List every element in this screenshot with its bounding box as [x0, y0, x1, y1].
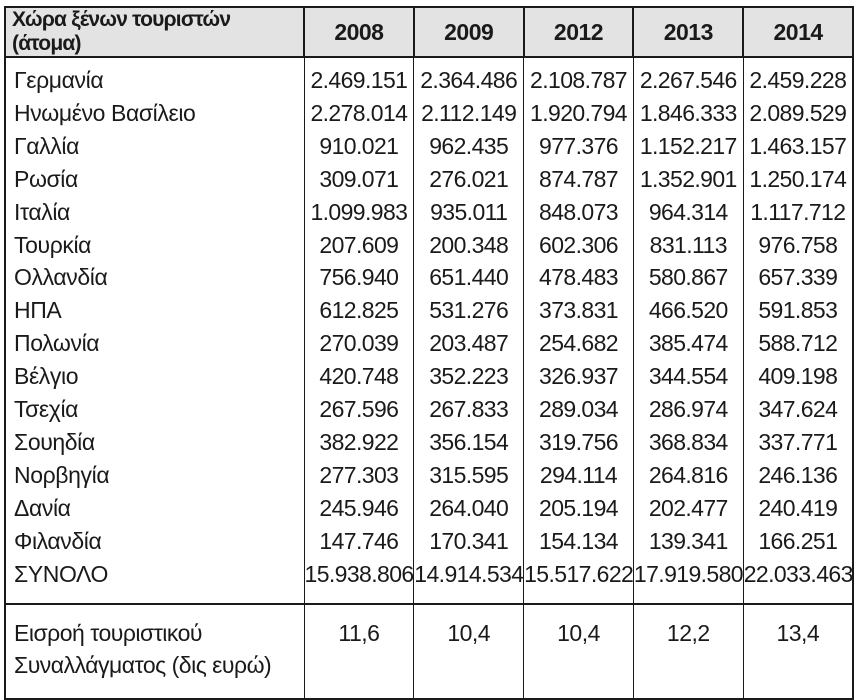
value-cell: 344.554: [633, 360, 743, 393]
country-cell: Σουηδία: [5, 426, 304, 459]
value-cell: 347.624: [743, 393, 853, 426]
country-cell: Νορβηγία: [5, 459, 304, 492]
value-cell: 591.853: [743, 294, 853, 327]
value-cell: 200.348: [414, 229, 524, 262]
value-cell: 352.223: [414, 360, 524, 393]
value-cell: 1.352.901: [633, 163, 743, 196]
value-cell: 15.938.806: [304, 558, 414, 604]
value-cell: 205.194: [524, 492, 634, 525]
value-cell: 319.756: [524, 426, 634, 459]
year-header-2014: 2014: [743, 7, 853, 57]
country-cell: ΗΠΑ: [5, 294, 304, 327]
value-cell: 264.040: [414, 492, 524, 525]
value-cell: 267.596: [304, 393, 414, 426]
value-cell: 22.033.463: [743, 558, 853, 604]
value-cell: 588.712: [743, 327, 853, 360]
value-cell: 962.435: [414, 130, 524, 163]
country-cell: Ηνωμένο Βασίλειο: [5, 97, 304, 130]
value-cell: 277.303: [304, 459, 414, 492]
value-cell: 2.459.228: [743, 57, 853, 97]
value-cell: 294.114: [524, 459, 634, 492]
income-value-2014: 13,4: [743, 604, 853, 699]
country-cell: Γαλλία: [5, 130, 304, 163]
income-row: [5, 604, 853, 699]
value-cell: 409.198: [743, 360, 853, 393]
value-cell: 651.440: [414, 261, 524, 294]
value-cell: 657.339: [743, 261, 853, 294]
country-cell: Δανία: [5, 492, 304, 525]
value-cell: 935.011: [414, 196, 524, 229]
table-row: [5, 97, 853, 130]
table-row: [5, 294, 853, 327]
table-row: [5, 360, 853, 393]
value-cell: 246.136: [743, 459, 853, 492]
value-cell: 286.974: [633, 393, 743, 426]
value-cell: 170.341: [414, 525, 524, 558]
value-cell: 580.867: [633, 261, 743, 294]
value-cell: 478.483: [524, 261, 634, 294]
value-cell: 202.477: [633, 492, 743, 525]
year-header-2008: 2008: [304, 7, 414, 57]
value-cell: 373.831: [524, 294, 634, 327]
value-cell: 139.341: [633, 525, 743, 558]
value-cell: 203.487: [414, 327, 524, 360]
value-cell: 337.771: [743, 426, 853, 459]
income-value-2009: 10,4: [414, 604, 524, 699]
income-value-2012: 10,4: [524, 604, 634, 699]
value-cell: 289.034: [524, 393, 634, 426]
value-cell: 254.682: [524, 327, 634, 360]
table-row: [5, 229, 853, 262]
value-cell: 602.306: [524, 229, 634, 262]
value-cell: 910.021: [304, 130, 414, 163]
value-cell: 964.314: [633, 196, 743, 229]
header-row: [5, 7, 853, 57]
country-cell: Τσεχία: [5, 393, 304, 426]
value-cell: 531.276: [414, 294, 524, 327]
table-body: [5, 57, 853, 604]
table-row: [5, 130, 853, 163]
value-cell: 2.364.486: [414, 57, 524, 97]
value-cell: 2.112.149: [414, 97, 524, 130]
country-cell: Γερμανία: [5, 57, 304, 97]
value-cell: 166.251: [743, 525, 853, 558]
income-value-2008: 11,6: [304, 604, 414, 699]
year-header-2013: 2013: [633, 7, 743, 57]
income-label: [5, 604, 304, 699]
year-header-2012: 2012: [524, 7, 634, 57]
country-cell: Βέλγιο: [5, 360, 304, 393]
value-cell: 240.419: [743, 492, 853, 525]
value-cell: 466.520: [633, 294, 743, 327]
table-row: [5, 558, 853, 604]
table-row: [5, 426, 853, 459]
table-row: [5, 525, 853, 558]
value-cell: 270.039: [304, 327, 414, 360]
value-cell: 356.154: [414, 426, 524, 459]
country-cell: Φιλανδία: [5, 525, 304, 558]
value-cell: 1.152.217: [633, 130, 743, 163]
value-cell: 1.099.983: [304, 196, 414, 229]
value-cell: 831.113: [633, 229, 743, 262]
value-cell: 756.940: [304, 261, 414, 294]
value-cell: 848.073: [524, 196, 634, 229]
value-cell: 315.595: [414, 459, 524, 492]
tourism-table: [4, 6, 854, 700]
country-cell: Ολλανδία: [5, 261, 304, 294]
value-cell: 2.089.529: [743, 97, 853, 130]
value-cell: 207.609: [304, 229, 414, 262]
table-row: [5, 327, 853, 360]
country-cell: Πολωνία: [5, 327, 304, 360]
value-cell: 2.108.787: [524, 57, 634, 97]
table-row: [5, 57, 853, 97]
value-cell: 977.376: [524, 130, 634, 163]
value-cell: 976.758: [743, 229, 853, 262]
income-value-2013: 12,2: [633, 604, 743, 699]
table-row: [5, 492, 853, 525]
value-cell: 14.914.534: [414, 558, 524, 604]
value-cell: 612.825: [304, 294, 414, 327]
year-header-2009: 2009: [414, 7, 524, 57]
value-cell: 368.834: [633, 426, 743, 459]
value-cell: 326.937: [524, 360, 634, 393]
value-cell: 154.134: [524, 525, 634, 558]
table-row: [5, 261, 853, 294]
value-cell: 385.474: [633, 327, 743, 360]
table-row: [5, 196, 853, 229]
income-label-line1: Εισροή τουριστικού: [14, 619, 203, 646]
country-cell: ΣΥΝΟΛΟ: [5, 558, 304, 604]
table-row: [5, 163, 853, 196]
value-cell: 17.919.580: [633, 558, 743, 604]
value-cell: 1.463.157: [743, 130, 853, 163]
income-label-line2: Συναλλάγματος (δις ευρώ): [14, 651, 272, 678]
value-cell: 147.746: [304, 525, 414, 558]
value-cell: 2.469.151: [304, 57, 414, 97]
value-cell: 264.816: [633, 459, 743, 492]
value-cell: 309.071: [304, 163, 414, 196]
value-cell: 1.846.333: [633, 97, 743, 130]
value-cell: 1.250.174: [743, 163, 853, 196]
country-cell: Ιταλία: [5, 196, 304, 229]
table-row: [5, 393, 853, 426]
value-cell: 245.946: [304, 492, 414, 525]
country-cell: Ρωσία: [5, 163, 304, 196]
value-cell: 2.267.546: [633, 57, 743, 97]
value-cell: 15.517.622: [524, 558, 634, 604]
value-cell: 2.278.014: [304, 97, 414, 130]
value-cell: 1.920.794: [524, 97, 634, 130]
country-cell: Τουρκία: [5, 229, 304, 262]
value-cell: 276.021: [414, 163, 524, 196]
table-row: [5, 459, 853, 492]
value-cell: 874.787: [524, 163, 634, 196]
value-cell: 382.922: [304, 426, 414, 459]
value-cell: 267.833: [414, 393, 524, 426]
country-column-header: Χώρα ξένων τουριστών (άτομα): [5, 7, 304, 57]
value-cell: 420.748: [304, 360, 414, 393]
value-cell: 1.117.712: [743, 196, 853, 229]
